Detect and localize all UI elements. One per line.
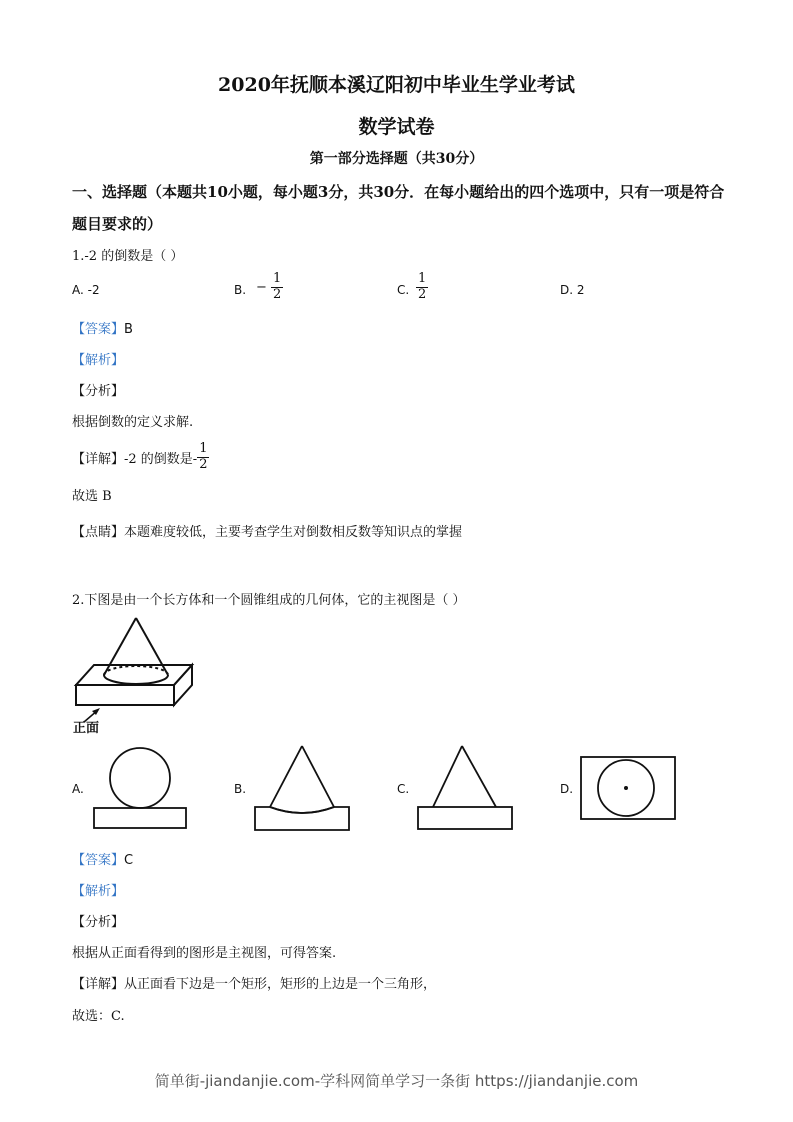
q2-answer-tag: 【答案】 [72,853,125,868]
q1-detail-fraction [197,442,209,473]
q2-option-c-figure [416,745,514,833]
q2-option-d-figure [580,756,676,822]
exam-title: 2020年抚顺本溪辽阳初中毕业生学业考试 [218,74,575,96]
q1-option-b-label: B. [234,283,247,297]
q2-fenxi-tag: 【分析】 [72,915,125,930]
q2-analysis-tag: 【解析】 [72,884,125,899]
q1-option-b-denominator: 2 [273,286,282,302]
q2-choose: 故选：C. [72,1009,125,1024]
q2-option-b-figure [253,745,351,833]
q2-option-b-label: B. [234,782,247,796]
q1-option-c-denominator: 2 [418,286,427,302]
q2-solid-figure [70,612,200,737]
q1-answer-value: B [124,322,133,337]
q1-answer-tag: 【答案】 [72,322,125,337]
q1-option-c-fraction [416,272,428,303]
q1-option-c-label: C. [397,283,410,297]
q1-fenxi-tag: 【分析】 [72,384,125,399]
q2-detail: 【详解】从正面看下边是一个矩形，矩形的上边是一个三角形， [72,977,437,992]
q1-choose: 故选 B [72,489,112,504]
q1-detail-numerator: 1 [199,441,208,456]
q1-option-a: A. -2 [72,283,100,297]
exam-subtitle: 数学试卷 [358,116,435,138]
q2-answer [72,849,133,868]
q1-option-b-sign: − [256,279,267,295]
part-title: 第一部分选择题（共30分） [309,151,484,167]
q1-option-b-value [256,272,283,303]
q1-option-d: D. 2 [560,283,585,297]
q1-option-c-value [416,272,428,303]
q2-fenxi-text: 根据从正面看得到的图形是主视图，可得答案. [72,946,337,961]
section-heading: 一、选择题（本题共10小题，每小题3分，共30分．在每小题给出的四个选项中，只有一项是符合题目要求的） [72,183,725,233]
q2-answer-value: C [124,853,134,868]
q1-fenxi-text: 根据倒数的定义求解. [72,415,194,430]
q1-option-b-numerator: 1 [273,271,282,286]
q1-stem: 1.-2 的倒数是（ ） [72,249,184,264]
q2-option-d-label: D. [560,782,574,796]
q2-option-a-label: A. [72,782,84,796]
q2-option-c-label: C. [397,782,410,796]
q1-option-b-fraction [271,272,283,303]
q2-option-a-figure [92,745,188,831]
q1-analysis-tag: 【解析】 [72,353,125,368]
q2-stem: 2.下图是由一个长方体和一个圆锥组成的几何体，它的主视图是（ ） [72,593,466,608]
q1-comment: 【点睛】本题难度较低，主要考查学生对倒数相反数等知识点的掌握 [72,525,463,540]
q1-detail-denominator: 2 [199,456,208,472]
q1-option-c-numerator: 1 [418,271,427,286]
footer-watermark: 简单街-jiandanjie.com-学科网简单学习一条街 https://jiandanjie.com [154,1072,639,1090]
q1-detail-prefix: 【详解】-2 的倒数是- [72,451,198,467]
q1-detail [72,442,209,473]
q2-front-label: 正面 [73,721,100,736]
q1-answer [72,318,133,337]
